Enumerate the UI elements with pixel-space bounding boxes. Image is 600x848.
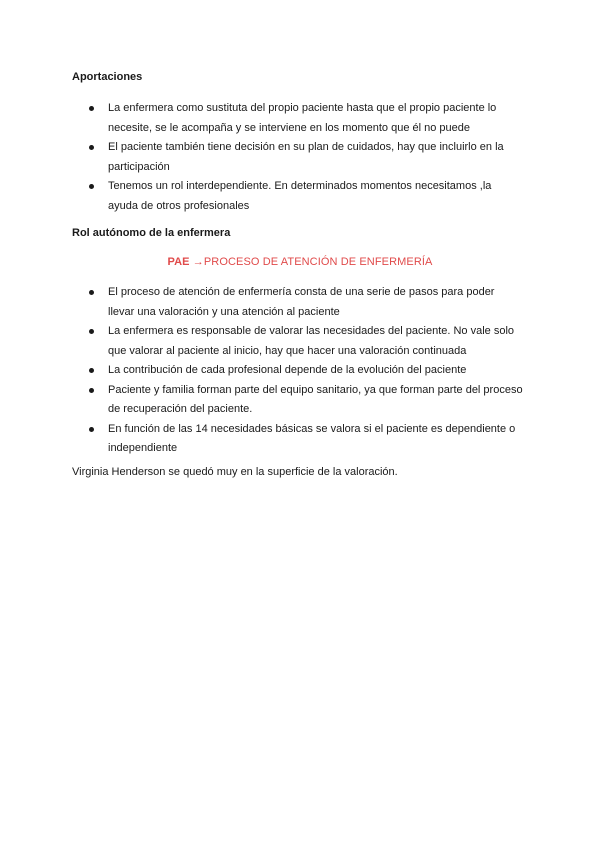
- list-item-line: Paciente y familia forman parte del equipo sanitario, ya que forman parte del proceso: [108, 383, 523, 396]
- bullet-icon: [89, 329, 94, 334]
- list-item-line: El paciente también tiene decisión en su plan de cuidados, hay que incluirlo en la: [108, 141, 504, 153]
- list-item-line: participación: [108, 160, 170, 173]
- list-item: [86, 177, 526, 216]
- list-item: [86, 361, 526, 381]
- list-item-line: independiente: [108, 442, 178, 454]
- list-item: [86, 381, 526, 420]
- list-item-line: llevar una valoración y una atención al paciente: [108, 305, 340, 318]
- list-item-line: El proceso de atención de enfermería consta de una serie de pasos para poder: [108, 286, 495, 298]
- heading-aportaciones: Aportaciones: [72, 71, 143, 83]
- list-item-line: necesite, se le acompaña y se interviene en los momento que él no puede: [108, 121, 471, 134]
- list-item-line: ayuda de otros profesionales: [108, 199, 250, 212]
- list-item-line: de recuperación del paciente.: [108, 403, 253, 415]
- list-item-line: La contribución de cada profesional depende de la evolución del paciente: [108, 364, 467, 376]
- arrow-right-icon: →: [192, 256, 204, 268]
- bullet-icon: [89, 145, 94, 150]
- heading-rol-autonomo: Rol autónomo de la enfermera: [72, 227, 231, 239]
- bullet-icon: [89, 106, 94, 111]
- pae-subheading: [0, 256, 600, 268]
- list-item: [86, 322, 526, 361]
- list-item-line: En función de las 14 necesidades básicas se valora si el paciente es dependiente o: [108, 422, 516, 435]
- bullet-icon: [89, 290, 94, 295]
- bullet-icon: [89, 184, 94, 189]
- list-item: [86, 283, 526, 322]
- pae-full-text: PROCESO DE ATENCIÓN DE ENFERMERÍA: [203, 256, 433, 268]
- list-item: [86, 99, 526, 138]
- bullet-icon: [89, 368, 94, 373]
- bullet-icon: [89, 388, 94, 393]
- list-item-line: Tenemos un rol interdependiente. En determinados momentos necesitamos ,la: [108, 180, 492, 192]
- closing-paragraph: Virginia Henderson se quedó muy en la superficie de la valoración.: [72, 466, 398, 478]
- bullet-icon: [89, 427, 94, 432]
- list-item-line: que valorar al paciente al inicio, hay que hacer una valoración continuada: [108, 344, 467, 357]
- list-item-line: La enfermera es responsable de valorar las necesidades del paciente. No vale solo: [108, 325, 515, 337]
- list-aportaciones: [86, 99, 526, 216]
- list-rol-autonomo: [86, 283, 526, 459]
- pae-abbreviation: PAE: [167, 256, 190, 268]
- list-item: [86, 138, 526, 177]
- list-item-line: La enfermera como sustituta del propio paciente hasta que el propio paciente lo: [108, 102, 497, 114]
- list-item: [86, 420, 526, 459]
